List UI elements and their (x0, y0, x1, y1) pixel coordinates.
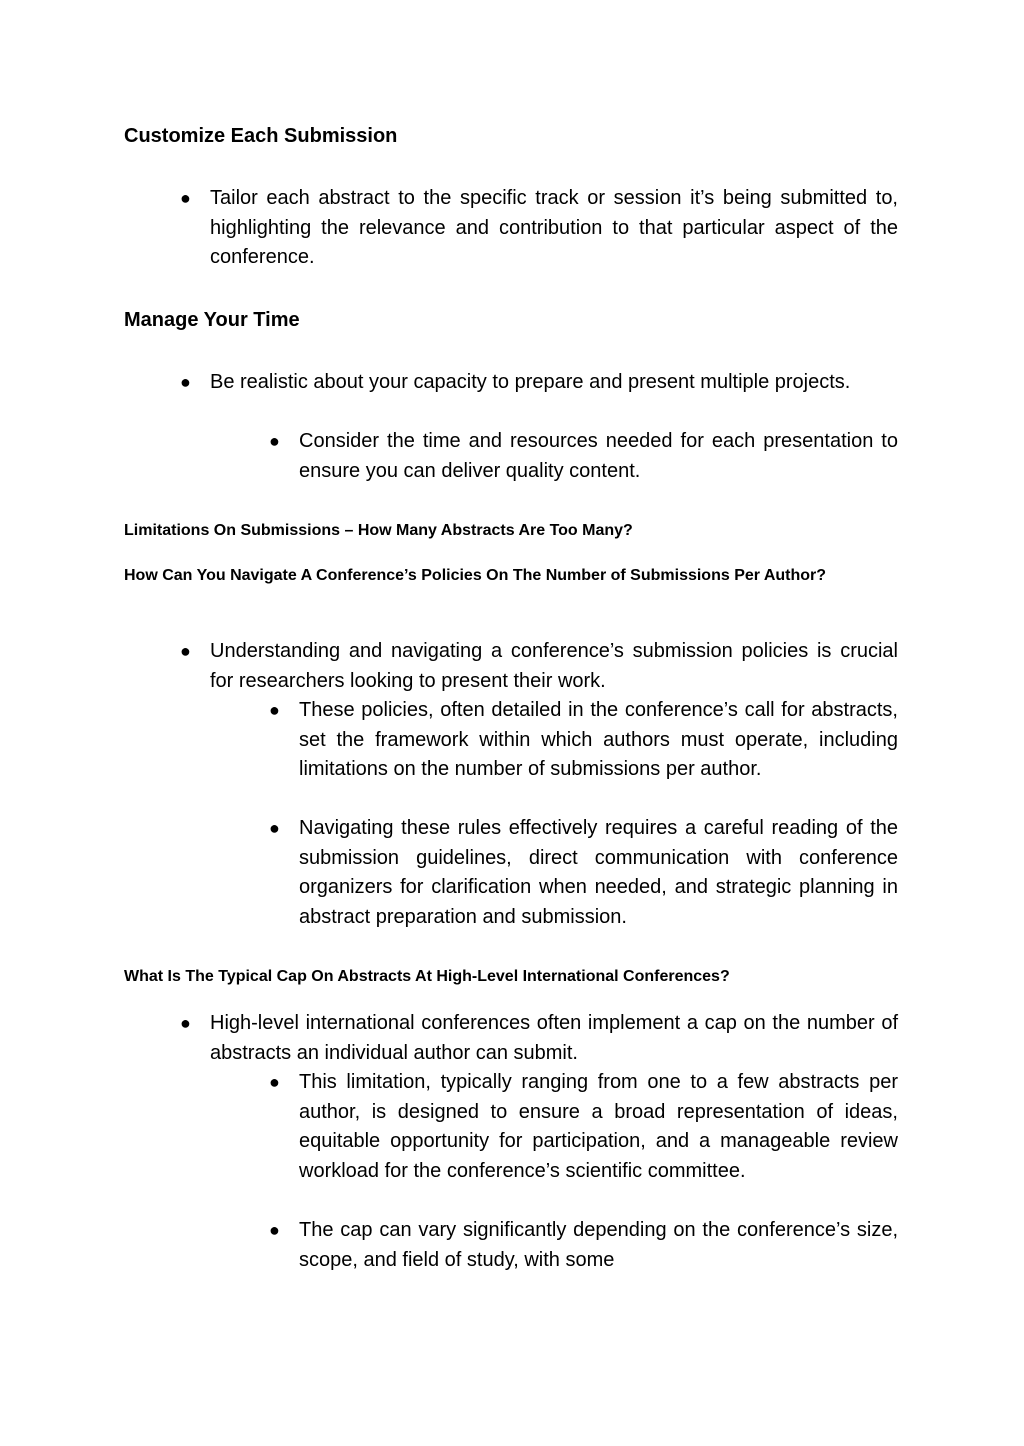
bullet-icon: ● (180, 641, 191, 661)
sub-list-item (269, 696, 898, 785)
bullet-icon: ● (180, 188, 191, 208)
list-item-text: These policies, often detailed in the conference’s call for abstracts, set the framework within which authors must operate, including limitations on the number of submissions per author. (299, 699, 898, 780)
list-item-text: This limitation, typically ranging from one to a few abstracts per author, is designed to ensure a broad representation of ideas, equitable opportunity for participation, and a manageable review workload for the conference’s scientific committee. (299, 1071, 898, 1182)
list-item-text: The cap can vary significantly depending on the conference’s size, scope, and field of study, with some (299, 1219, 898, 1271)
bullet-icon: ● (269, 431, 280, 451)
bullet-icon: ● (180, 372, 191, 392)
heading-typical-cap: What Is The Typical Cap On Abstracts At High-Level International Conferences? (124, 968, 730, 985)
list-item-text: Tailor each abstract to the specific track or session it’s being submitted to, highlighting the relevance and contribution to that particular aspect of the conference. (210, 187, 898, 268)
bullet-icon: ● (269, 1220, 280, 1240)
bullet-icon: ● (269, 700, 280, 720)
bullet-icon: ● (269, 818, 280, 838)
list-item-text: Consider the time and resources needed for each presentation to ensure you can deliver quality content. (299, 430, 898, 482)
heading-limitations-on-submissions: Limitations On Submissions – How Many Abstracts Are Too Many? (124, 522, 633, 539)
list-item (180, 368, 898, 398)
sub-list-item (269, 427, 898, 486)
list-item-text: Be realistic about your capacity to prepare and present multiple projects. (210, 371, 851, 393)
list-item-text: Navigating these rules effectively requires a careful reading of the submission guidelines, direct communication with conference organizers for clarification when needed, and strategic planning in abstract preparation and submission. (299, 817, 898, 928)
list-item (180, 1009, 898, 1068)
list-item-text: High-level international conferences often implement a cap on the number of abstracts an individual author can submit. (210, 1012, 898, 1064)
sub-list-item (269, 814, 898, 932)
list-item (180, 184, 898, 273)
list-item-text: Understanding and navigating a conference’s submission policies is crucial for researchers looking to present their work. (210, 640, 898, 692)
sub-list-item (269, 1216, 898, 1275)
bullet-icon: ● (180, 1013, 191, 1033)
heading-customize-each-submission: Customize Each Submission (124, 125, 398, 147)
list-item (180, 637, 898, 696)
heading-navigate-policies: How Can You Navigate A Conference’s Policies On The Number of Submissions Per Author? (124, 567, 827, 584)
bullet-icon: ● (269, 1072, 280, 1092)
heading-manage-your-time: Manage Your Time (124, 309, 300, 331)
document-page (124, 0, 898, 1446)
sub-list-item (269, 1068, 898, 1186)
